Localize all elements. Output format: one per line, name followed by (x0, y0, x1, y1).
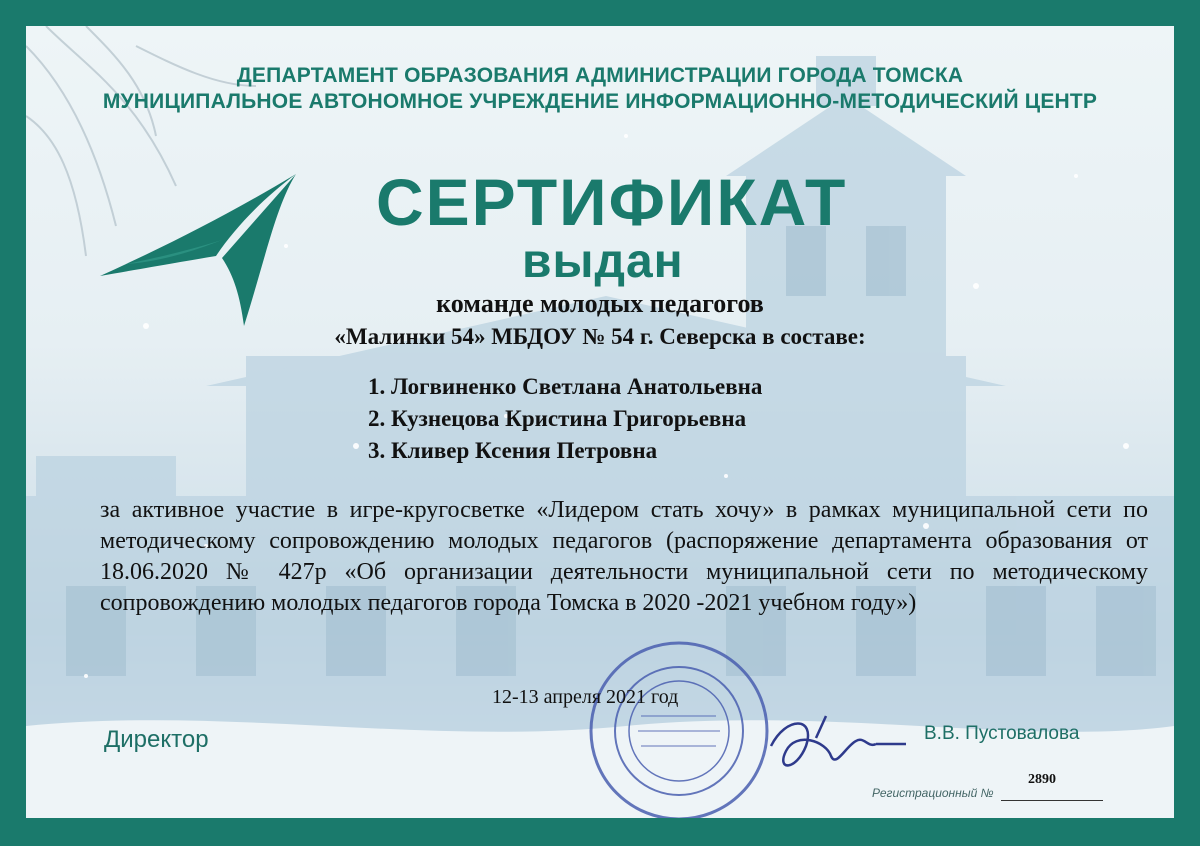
member-item: 3. Кливер Ксения Петровна (368, 438, 658, 463)
director-name: В.В. Пустовалова (924, 723, 1080, 744)
registration-underline (1001, 800, 1103, 801)
director-label: Директор (104, 726, 209, 753)
member-item: 2. Кузнецова Кристина Григорьевна (368, 406, 747, 431)
certificate-body: за активное участие в игре-кругосветке «Лидером стать хочу» в рамках муниципальной сети по методическому сопровождению молодых педагогов (распоряжение департамента образования от 18.06.2020 № 427р «Об организации деятельности муниципальной сети по методическому сопровождению молодых педагогов города Томска в 2020 -2021 учебном году») (100, 497, 1148, 616)
certificate-issued: выдан (522, 235, 684, 288)
registration-label: Регистрационный № (872, 786, 994, 800)
certificate-title: СЕРТИФИКАТ (376, 165, 848, 239)
department-line-2: МУНИЦИПАЛЬНОЕ АВТОНОМНОЕ УЧРЕЖДЕНИЕ ИНФОРМАЦИОННО-МЕТОДИЧЕСКИЙ ЦЕНТР (102, 90, 1098, 113)
member-item: 1. Логвиненко Светлана Анатольевна (368, 374, 763, 399)
event-date: 12-13 апреля 2021 год (492, 686, 679, 708)
recipient-line-2: «Малинки 54» МБДОУ № 54 г. Северска в составе: (334, 324, 866, 349)
registration-number: 2890 (1028, 772, 1056, 787)
department-line-1: ДЕПАРТАМЕНТ ОБРАЗОВАНИЯ АДМИНИСТРАЦИИ ГОРОДА ТОМСКА (236, 64, 964, 87)
recipient-line-1: команде молодых педагогов (436, 289, 764, 318)
